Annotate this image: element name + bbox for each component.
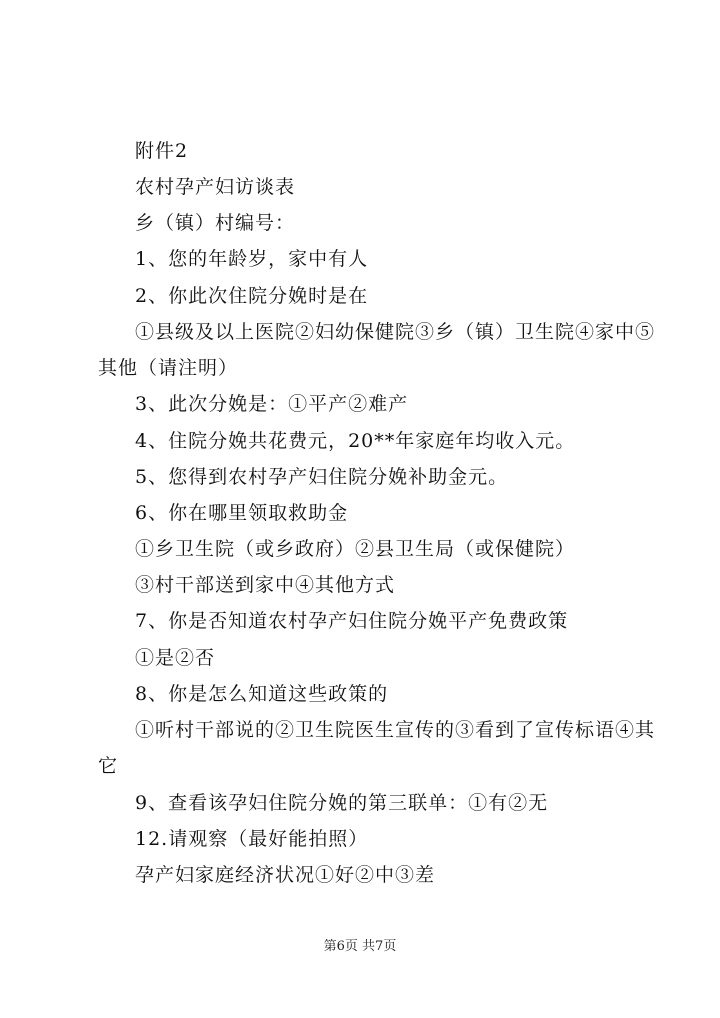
question-8-options: ①听村干部说的②卫生院医生宣传的③看到了宣传标语④其	[135, 719, 656, 741]
question-7-options: ①是②否	[135, 647, 216, 669]
question-2-options: ①县级及以上医院②妇幼保健院③乡（镇）卫生院④家中⑤	[135, 321, 656, 343]
question-6: 6、你在哪里领取救助金	[135, 502, 349, 524]
question-1: 1、您的年龄岁，家中有人	[135, 248, 369, 270]
question-8: 8、你是怎么知道这些政策的	[135, 683, 389, 705]
attachment-label: 附件2	[135, 140, 189, 162]
question-12: 12.请观察（最好能拍照）	[135, 828, 369, 850]
question-2-options-continued: 其他（请注明）	[98, 357, 239, 379]
question-9: 9、查看该孕妇住院分娩的第三联单：①有②无	[135, 792, 549, 814]
form-title: 农村孕产妇访谈表	[135, 176, 296, 198]
question-6-options-b: ③村干部送到家中④其他方式	[135, 574, 396, 596]
question-3: 3、此次分娩是：①平产②难产	[135, 393, 409, 415]
question-2: 2、你此次住院分娩时是在	[135, 285, 369, 307]
question-5: 5、您得到农村孕产妇住院分娩补助金元。	[135, 466, 509, 488]
township-village-id-line: 乡（镇）村编号：	[135, 212, 296, 234]
question-6-options-a: ①乡卫生院（或乡政府）②县卫生局（或保健院）	[135, 538, 576, 560]
question-7: 7、你是否知道农村孕产妇住院分娩平产免费政策	[135, 610, 569, 632]
question-8-options-continued: 它	[98, 755, 119, 777]
economic-status-line: 孕产妇家庭经济状况①好②中③差	[135, 864, 436, 886]
question-4: 4、住院分娩共花费元，20**年家庭年均收入元。	[135, 430, 576, 452]
page-footer: 第6页 共7页	[323, 939, 397, 954]
